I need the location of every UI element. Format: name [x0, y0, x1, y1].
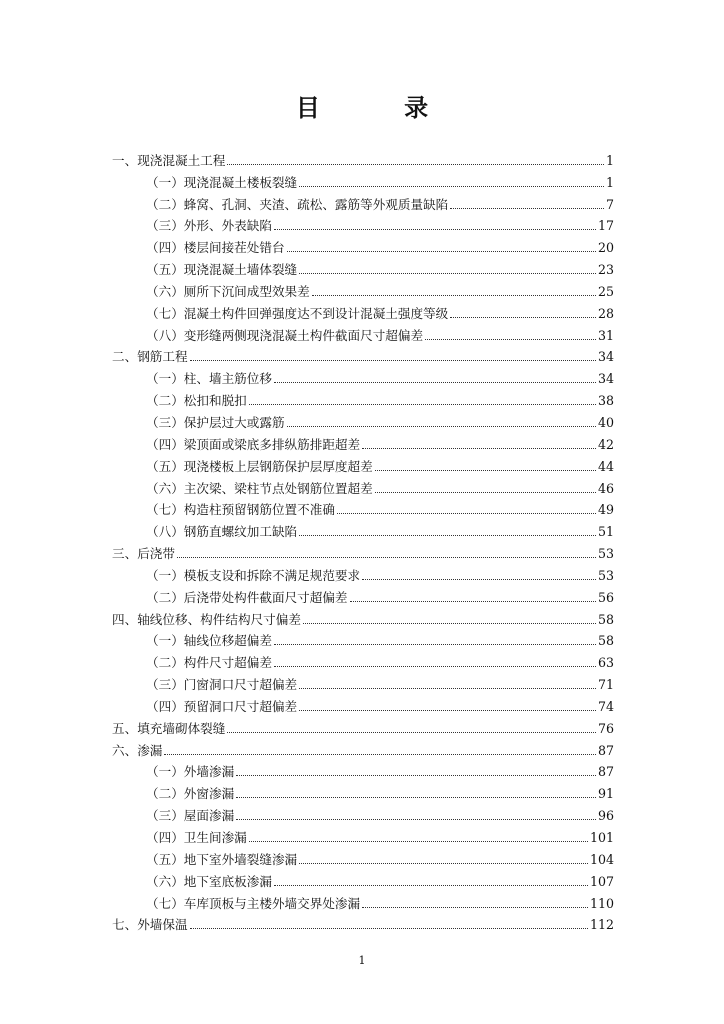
toc-subsection-entry[interactable] [112, 889, 614, 911]
toc-subsection-entry[interactable] [112, 255, 614, 277]
toc-entry-label: （三）保护层过大或露筋 [146, 414, 285, 430]
toc-entry-page-number: 7 [605, 196, 614, 212]
toc-dot-leader [274, 644, 596, 645]
toc-dot-leader [375, 470, 596, 471]
toc-subsection-entry[interactable] [112, 779, 614, 801]
toc-entry-label: 二、钢筋工程 [112, 349, 188, 365]
toc-entry-page-number: 87 [597, 764, 614, 780]
toc-entry-page-number: 71 [597, 677, 614, 693]
toc-dot-leader [362, 907, 588, 908]
toc-subsection-entry[interactable] [112, 430, 614, 452]
toc-entry-page-number: 58 [597, 633, 614, 649]
toc-entry-label: （一）外墙渗漏 [146, 764, 235, 780]
toc-dot-leader [249, 841, 588, 842]
toc-entry-label: （八）钢筋直螺纹加工缺陷 [146, 524, 298, 540]
toc-entry-label: （二）外窗渗漏 [146, 786, 235, 802]
toc-section-entry[interactable] [112, 736, 614, 758]
toc-entry-page-number: 53 [597, 546, 614, 562]
toc-entry-label: （三）外形、外表缺陷 [146, 218, 272, 234]
toc-entry-page-number: 38 [597, 393, 614, 409]
toc-subsection-entry[interactable] [112, 823, 614, 845]
toc-entry-label: 四、轴线位移、构件结构尺寸偏差 [112, 611, 301, 627]
toc-subsection-entry[interactable] [112, 758, 614, 780]
toc-entry-label: （七）车库顶板与主楼外墙交界处渗漏 [146, 895, 361, 911]
toc-entry-label: （二）松扣和脱扣 [146, 393, 247, 409]
toc-dot-leader [236, 819, 596, 820]
toc-dot-leader [236, 775, 596, 776]
toc-subsection-entry[interactable] [112, 670, 614, 692]
toc-dot-leader [303, 623, 596, 624]
toc-dot-leader [274, 666, 596, 667]
toc-subsection-entry[interactable] [112, 364, 614, 386]
toc-dot-leader [299, 273, 596, 274]
toc-dot-leader [337, 513, 596, 514]
toc-section-entry[interactable] [112, 714, 614, 736]
toc-subsection-entry[interactable] [112, 801, 614, 823]
toc-dot-leader [299, 535, 596, 536]
toc-entry-label: （五）地下室外墙裂缝渗漏 [146, 851, 298, 867]
toc-entry-page-number: 28 [597, 305, 614, 321]
toc-entry-page-number: 46 [597, 480, 614, 496]
toc-entry-label: （八）变形缝两侧现浇混凝土构件截面尺寸超偏差 [146, 327, 424, 343]
toc-dot-leader [227, 732, 596, 733]
toc-entry-label: （一）模板支设和拆除不满足规范要求 [146, 567, 361, 583]
toc-dot-leader [350, 601, 596, 602]
toc-entry-page-number: 17 [597, 218, 614, 234]
toc-dot-leader [177, 557, 596, 558]
toc-subsection-entry[interactable] [112, 190, 614, 212]
toc-entry-label: （七）构造柱预留钢筋位置不准确 [146, 502, 335, 518]
toc-entry-page-number: 20 [597, 240, 614, 256]
toc-subsection-entry[interactable] [112, 517, 614, 539]
toc-subsection-entry[interactable] [112, 168, 614, 190]
toc-subsection-entry[interactable] [112, 496, 614, 518]
toc-entry-label: （二）蜂窝、孔洞、夹渣、疏松、露筋等外观质量缺陷 [146, 196, 449, 212]
toc-entry-page-number: 34 [597, 349, 614, 365]
toc-dot-leader [450, 208, 604, 209]
toc-entry-page-number: 91 [597, 786, 614, 802]
toc-entry-page-number: 42 [597, 436, 614, 452]
toc-entry-label: 三、后浇带 [112, 546, 175, 562]
toc-entry-label: （四）梁顶面或梁底多排纵筋排距超差 [146, 436, 361, 452]
toc-dot-leader [362, 579, 596, 580]
toc-entry-page-number: 23 [597, 262, 614, 278]
toc-dot-leader [190, 360, 596, 361]
toc-dot-leader [425, 339, 596, 340]
toc-subsection-entry[interactable] [112, 648, 614, 670]
toc-entry-page-number: 74 [597, 698, 614, 714]
toc-entry-page-number: 1 [605, 174, 614, 190]
toc-dot-leader [450, 317, 596, 318]
toc-dot-leader [274, 382, 596, 383]
toc-subsection-entry[interactable] [112, 474, 614, 496]
toc-dot-leader [274, 229, 596, 230]
toc-dot-leader [299, 688, 596, 689]
toc-entry-page-number: 107 [589, 873, 614, 889]
toc-entry-page-number: 49 [597, 502, 614, 518]
toc-entry-label: 六、渗漏 [112, 742, 163, 758]
toc-entry-page-number: 53 [597, 567, 614, 583]
toc-entry-label: （一）现浇混凝土楼板裂缝 [146, 174, 298, 190]
toc-dot-leader [190, 928, 588, 929]
toc-entry-label: 一、现浇混凝土工程 [112, 152, 226, 168]
toc-dot-leader [249, 404, 596, 405]
toc-entry-page-number: 96 [597, 808, 614, 824]
toc-dot-leader [362, 448, 596, 449]
toc-entry-label: （三）屋面渗漏 [146, 808, 235, 824]
toc-entry-page-number: 101 [589, 830, 614, 845]
toc-subsection-entry[interactable] [112, 583, 614, 605]
toc-entry-label: （四）卫生间渗漏 [146, 830, 247, 845]
toc-entry-label: （四）预留洞口尺寸超偏差 [146, 698, 298, 714]
page-number: 1 [358, 954, 366, 967]
toc-entry-label: （四）楼层间接茬处错台 [146, 240, 285, 256]
toc-dot-leader [287, 426, 596, 427]
toc-dot-leader [287, 251, 596, 252]
toc-entry-label: （六）地下室底板渗漏 [146, 873, 272, 889]
toc-subsection-entry[interactable] [112, 386, 614, 408]
toc-entry-page-number: 44 [597, 458, 614, 474]
toc-section-entry[interactable] [112, 146, 614, 168]
toc-dot-leader [164, 754, 596, 755]
toc-entry-label: 七、外墙保温 [112, 917, 188, 933]
toc-dot-leader [375, 492, 596, 493]
toc-entry-label: （七）混凝土构件回弹强度达不到设计混凝土强度等级 [146, 305, 449, 321]
toc-subsection-entry[interactable] [112, 321, 614, 343]
toc-section-entry[interactable] [112, 605, 614, 627]
toc-subsection-entry[interactable] [112, 867, 614, 889]
toc-dot-leader [274, 885, 588, 886]
toc-dot-leader [299, 186, 604, 187]
toc-entry-page-number: 87 [597, 742, 614, 758]
toc-dot-leader [227, 164, 604, 165]
toc-section-entry[interactable] [112, 911, 614, 933]
toc-subsection-entry[interactable] [112, 233, 614, 255]
toc-entry-label: （六）厕所下沉间成型效果差 [146, 283, 310, 299]
toc-subsection-entry[interactable] [112, 452, 614, 474]
toc-entry-page-number: 34 [597, 371, 614, 387]
toc-subsection-entry[interactable] [112, 277, 614, 299]
toc-entry-page-number: 1 [605, 152, 614, 168]
toc-entry-label: （三）门窗洞口尺寸超偏差 [146, 677, 298, 693]
toc-entry-page-number: 40 [597, 414, 614, 430]
toc-subsection-entry[interactable] [112, 408, 614, 430]
toc-entry-label: （二）后浇带处构件截面尺寸超偏差 [146, 589, 348, 605]
toc-subsection-entry[interactable] [112, 561, 614, 583]
toc-dot-leader [299, 863, 588, 864]
toc-entry-page-number: 58 [597, 611, 614, 627]
toc-entry-page-number: 63 [597, 655, 614, 671]
toc-entry-page-number: 112 [589, 917, 614, 933]
toc-subsection-entry[interactable] [112, 845, 614, 867]
toc-subsection-entry[interactable] [112, 692, 614, 714]
toc-entry-label: 五、填充墙砌体裂缝 [112, 720, 226, 736]
page-title: 目 录 [295, 94, 467, 122]
toc-dot-leader [312, 295, 596, 296]
toc-entry-page-number: 76 [597, 720, 614, 736]
table-of-contents [112, 146, 614, 932]
toc-entry-page-number: 31 [597, 327, 614, 343]
toc-dot-leader [236, 797, 596, 798]
toc-section-entry[interactable] [112, 343, 614, 365]
toc-entry-label: （二）构件尺寸超偏差 [146, 655, 272, 671]
toc-entry-page-number: 104 [589, 851, 614, 867]
toc-entry-label: （六）主次梁、梁柱节点处钢筋位置超差 [146, 480, 373, 496]
toc-subsection-entry[interactable] [112, 212, 614, 234]
toc-entry-page-number: 110 [589, 895, 614, 911]
toc-entry-label: （一）轴线位移超偏差 [146, 633, 272, 649]
toc-section-entry[interactable] [112, 539, 614, 561]
toc-entry-page-number: 56 [597, 589, 614, 605]
toc-entry-label: （一）柱、墙主筋位移 [146, 371, 272, 387]
toc-subsection-entry[interactable] [112, 299, 614, 321]
toc-dot-leader [299, 710, 596, 711]
toc-entry-page-number: 51 [597, 524, 614, 540]
toc-entry-label: （五）现浇混凝土墙体裂缝 [146, 262, 298, 278]
toc-subsection-entry[interactable] [112, 627, 614, 649]
toc-entry-page-number: 25 [597, 283, 614, 299]
toc-entry-label: （五）现浇楼板上层钢筋保护层厚度超差 [146, 458, 373, 474]
